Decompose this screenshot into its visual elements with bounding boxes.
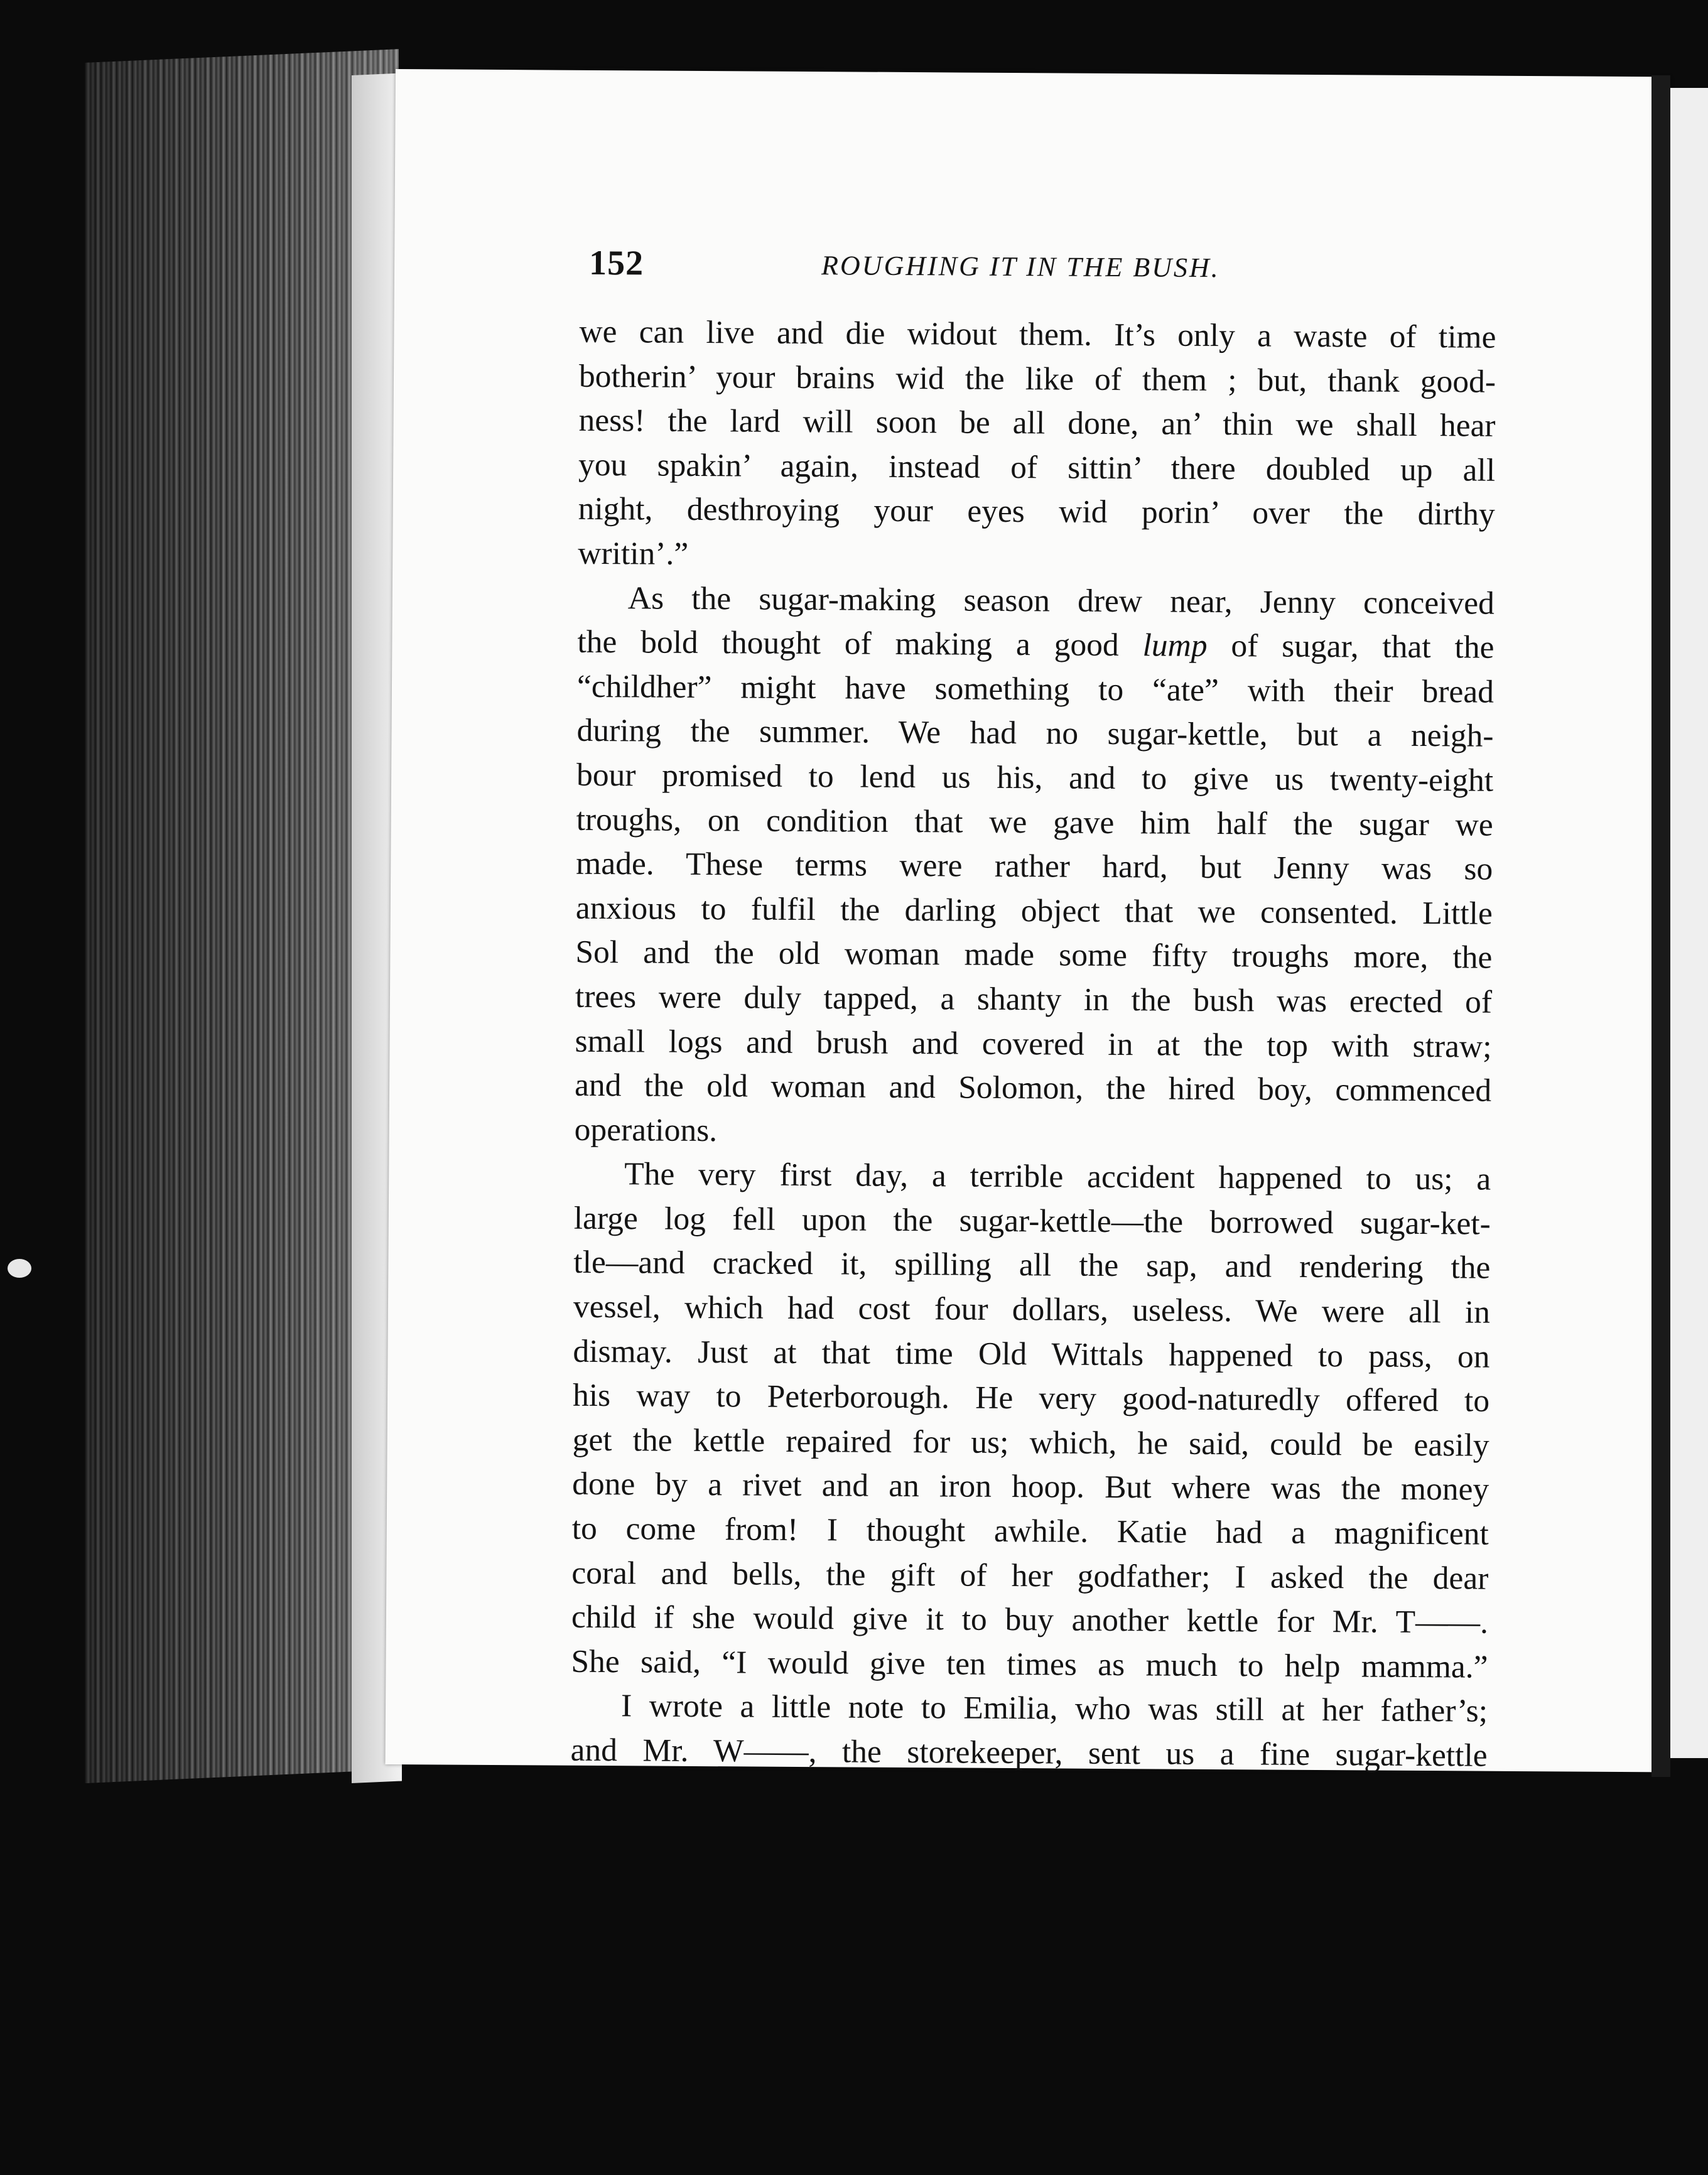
text-line: tle—and cracked it, spilling all the sap, and rendering the <box>573 1244 1491 1287</box>
text-line <box>577 620 1494 671</box>
text-line: coral and bells, the gift of her godfather; I asked the dear <box>571 1555 1489 1597</box>
text-line: botherin’ your brains wid the like of them ; but, thank good- <box>578 358 1496 400</box>
text-line: done by a rivet and an iron hoop. But where was the money <box>572 1466 1489 1508</box>
text-line: troughs, on condition that we gave him half the sugar we <box>576 801 1493 843</box>
text-line: small logs and brush and covered in at the top with straw; <box>575 1023 1492 1065</box>
text-line: and the old woman and Solomon, the hired boy, commenced <box>574 1067 1492 1109</box>
text-line: ness! the lard will soon be all done, an’ thin we shall hear <box>578 402 1496 444</box>
scan-speck <box>8 1259 31 1278</box>
text-line: writin’.” <box>578 535 689 572</box>
text-line: made. These terms were rather hard, but Jenny was so <box>576 845 1493 887</box>
facing-page-gutter <box>1651 75 1670 1777</box>
facing-page-edge <box>1670 88 1708 1758</box>
page-number: 152 <box>588 243 644 283</box>
text-line: The very first day, a terrible accident happened to us; a <box>624 1156 1491 1197</box>
text-segment: the bold thought of making a good <box>577 623 1143 664</box>
running-head: ROUGHING IT IN THE BUSH. <box>821 250 1220 284</box>
text-line: get the kettle repaired for us; which, he said, could be easily <box>572 1422 1489 1464</box>
text-line: his way to Peterborough. He very good-naturedly offered to <box>572 1378 1490 1419</box>
text-line: “childher” might have something to “ate” with their bread <box>576 668 1494 710</box>
text-line: dismay. Just at that time Old Wittals happened to pass, on <box>573 1333 1490 1375</box>
page-header <box>589 243 1343 298</box>
text-line: night, desthroying your eyes wid porin’ over the dirthy <box>578 491 1495 533</box>
book-page <box>386 69 1670 1772</box>
text-line: we can live and die widout them. It’s only a waste of time <box>579 313 1496 355</box>
text-line: to come from! I thought awhile. Katie had a magnificent <box>571 1510 1489 1552</box>
text-line: bour promised to lend us his, and to give us twenty-eight <box>576 757 1494 799</box>
text-line: child if she would give it to buy another kettle for Mr. T——. <box>571 1599 1489 1641</box>
text-line: Sol and the old woman made some fifty troughs more, the <box>575 934 1493 976</box>
text-line: vessel, which had cost four dollars, useless. We were all in <box>573 1288 1491 1330</box>
text-line: you spakin’ again, instead of sittin’ there doubled up all <box>578 446 1496 488</box>
text-line: and Mr. W——, the storekeeper, sent us a fine sugar-kettle <box>570 1732 1488 1774</box>
text-line: anxious to fulfil the darling object that we consented. Little <box>575 890 1493 932</box>
text-line: She said, “I would give ten times as much to help mamma.” <box>571 1643 1488 1685</box>
text-line: during the summer. We had no sugar-kettle, but a neigh- <box>576 713 1494 755</box>
text-line: trees were duly tapped, a shanty in the bush was erected of <box>575 978 1493 1020</box>
text-line: I wrote a little note to Emilia, who was still at her father’s; <box>620 1688 1488 1730</box>
text-line: large log fell upon the sugar-kettle—the borrowed sugar-ket- <box>573 1200 1491 1242</box>
body-text <box>570 310 1496 1778</box>
text-line: As the sugar-making season drew near, Jenny conceived <box>627 580 1495 622</box>
text-segment: of sugar, that the <box>1207 628 1494 666</box>
text-line: operations. <box>574 1111 718 1148</box>
italic-word: lump <box>1142 627 1208 664</box>
